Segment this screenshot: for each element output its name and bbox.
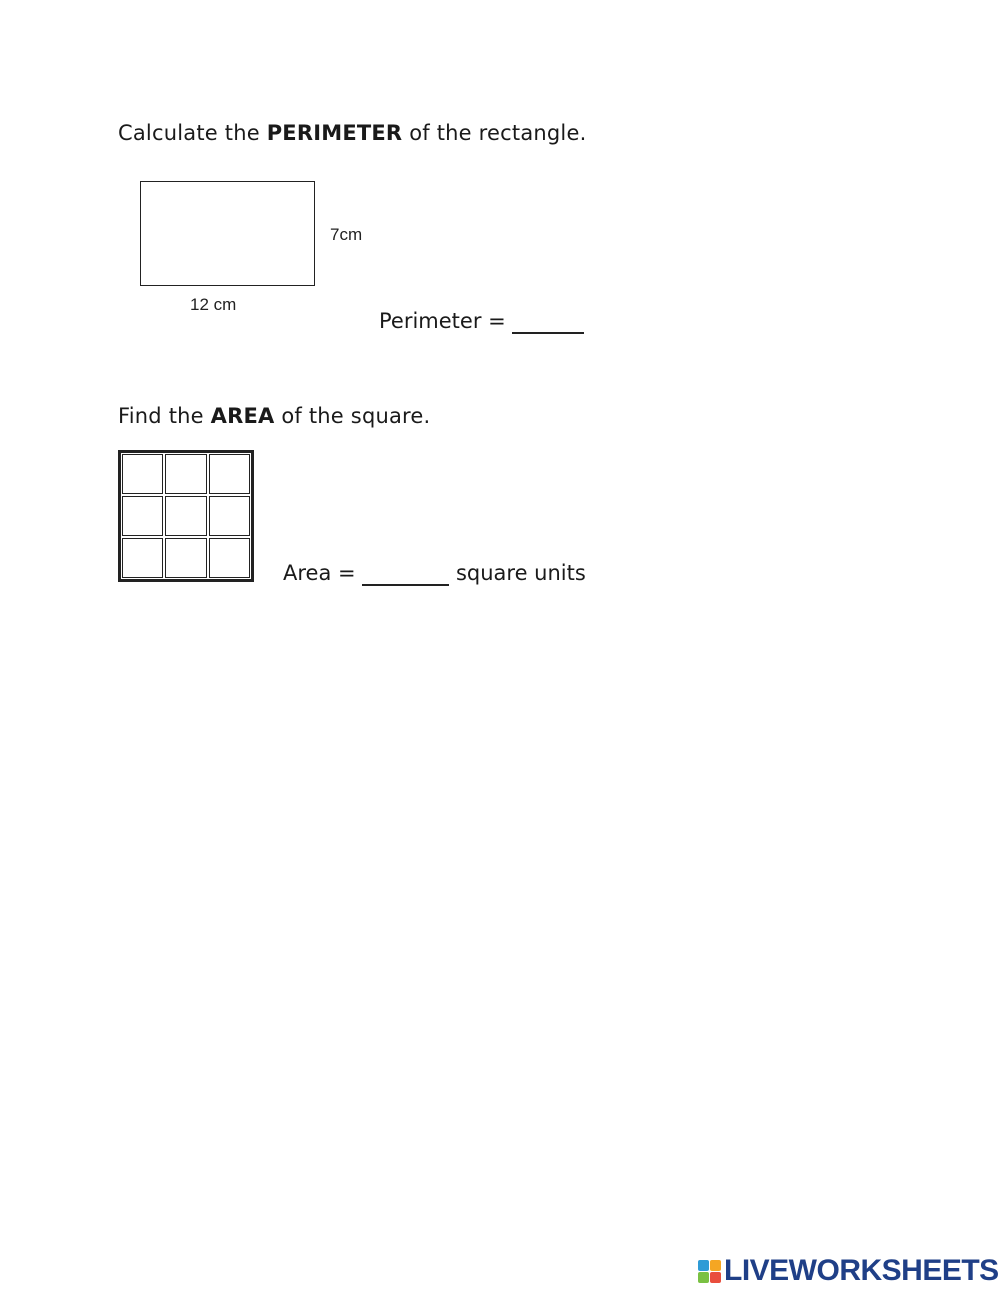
area-answer-line bbox=[283, 561, 586, 586]
rectangle-width-label: 12 cm bbox=[190, 295, 237, 314]
grid-cell bbox=[122, 538, 163, 578]
logo-block bbox=[698, 1260, 709, 1271]
rectangle-figure bbox=[140, 181, 315, 286]
grid-cell bbox=[122, 496, 163, 536]
perimeter-answer-label: Perimeter = bbox=[379, 309, 513, 333]
grid-cell bbox=[209, 454, 250, 494]
area-keyword: AREA bbox=[210, 404, 275, 428]
perimeter-keyword: PERIMETER bbox=[266, 121, 403, 145]
grid-cell bbox=[209, 496, 250, 536]
area-answer-label: Area = bbox=[283, 561, 363, 585]
grid-cell bbox=[165, 496, 206, 536]
grid-cell bbox=[209, 538, 250, 578]
area-answer-input[interactable] bbox=[362, 562, 449, 586]
perimeter-answer-line bbox=[379, 309, 584, 334]
logo-text: LIVEWORKSHEETS bbox=[724, 1254, 999, 1287]
logo-block bbox=[710, 1272, 721, 1283]
liveworksheets-logo bbox=[698, 1256, 999, 1286]
area-question-suffix: of the square. bbox=[274, 404, 431, 428]
area-question-prefix: Find the bbox=[118, 404, 211, 428]
rectangle-height-label: 7cm bbox=[330, 225, 363, 244]
square-grid-figure bbox=[118, 450, 254, 582]
grid-cell bbox=[165, 538, 206, 578]
grid-cell bbox=[122, 454, 163, 494]
perimeter-question-suffix: of the rectangle. bbox=[402, 121, 587, 145]
perimeter-answer-input[interactable] bbox=[512, 310, 584, 334]
perimeter-question-prefix: Calculate the bbox=[118, 121, 267, 145]
grid-cell bbox=[165, 454, 206, 494]
area-answer-unit: square units bbox=[449, 561, 586, 585]
logo-block bbox=[698, 1272, 709, 1283]
area-question bbox=[118, 404, 430, 428]
perimeter-question bbox=[118, 121, 586, 145]
logo-block bbox=[710, 1260, 721, 1271]
logo-blocks-icon bbox=[698, 1260, 721, 1283]
